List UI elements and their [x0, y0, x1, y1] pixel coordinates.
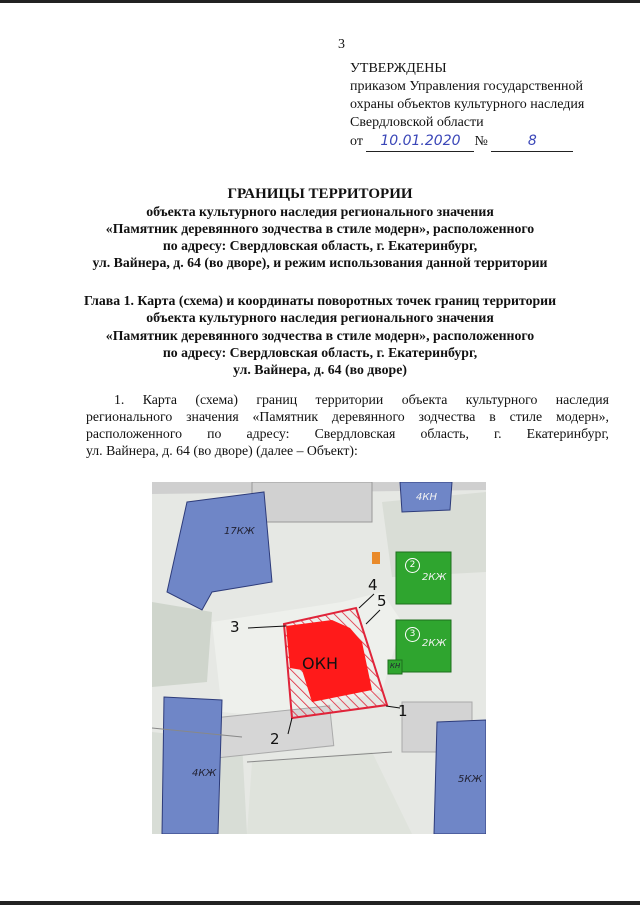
building-grey-north	[252, 482, 372, 522]
point-2: 2	[270, 730, 280, 748]
title-line-1: ГРАНИЦЫ ТЕРРИТОРИИ	[227, 186, 413, 202]
paragraph-line-4: ул. Вайнера, д. 64 (во дворе) (далее – Объект):	[86, 443, 358, 458]
handwritten-number: 8	[527, 133, 537, 149]
paragraph-line-1: 1. Карта (схема) границ территории объекта культурного наследия	[114, 392, 609, 407]
chapter-line-1: Глава 1. Карта (схема) и координаты поворотных точек границ территории	[83, 293, 557, 308]
date-prefix: от	[350, 134, 363, 149]
label-2kzh-a: 2КЖ	[422, 572, 447, 583]
chapter-line-5: ул. Вайнера, д. 64 (во дворе)	[233, 362, 407, 378]
green-area-west	[152, 602, 212, 687]
scan-edge-bottom	[0, 901, 640, 905]
number-prefix: №	[474, 134, 488, 149]
approval-line-1: УТВЕРЖДЕНЫ	[350, 61, 447, 76]
label-4kzh: 4КЖ	[192, 768, 217, 779]
title-line-2: объекта культурного наследия регионального значения	[146, 204, 494, 219]
document-title	[40, 186, 600, 271]
point-4: 4	[368, 576, 378, 594]
paragraph-line-3: расположенного по адресу: Свердловская область, г. Екатеринбург,	[86, 426, 609, 441]
label-17kzh: 17КЖ	[224, 526, 255, 537]
okn-label: ОКН	[302, 654, 338, 673]
approval-date-line	[350, 132, 584, 152]
approval-block	[350, 60, 584, 152]
small-structure-orange	[372, 552, 380, 564]
chapter-line-3: «Памятник деревянного зодчества в стиле модерн», расположенного	[105, 327, 535, 343]
paragraph-line-2: регионального значения «Памятник деревянного зодчества в стиле модерн»,	[86, 409, 609, 424]
label-4kn: 4КН	[416, 492, 437, 503]
approval-line-2: приказом Управления государственной	[350, 79, 584, 94]
approval-line-3: охраны объектов культурного наследия	[350, 97, 585, 112]
title-line-5: ул. Вайнера, д. 64 (во дворе), и режим использования данной территории	[92, 255, 548, 270]
territory-map	[152, 482, 486, 834]
date-field	[366, 132, 474, 152]
page-number: 3	[338, 37, 345, 52]
label-2kzh-b: 2КЖ	[422, 638, 447, 649]
chapter-heading	[40, 292, 600, 378]
chapter-line-4: по адресу: Свердловская область, г. Екатеринбург,	[162, 344, 478, 360]
point-5: 5	[377, 592, 387, 610]
point-3: 3	[230, 618, 240, 636]
chapter-line-2: объекта культурного наследия регионального значения	[146, 310, 494, 326]
point-1: 1	[398, 702, 408, 720]
label-kn: КН	[390, 662, 401, 670]
approval-line-4: Свердловской области	[350, 115, 484, 130]
handwritten-date: 10.01.2020	[380, 133, 461, 149]
building-4kzh	[162, 697, 222, 834]
label-5kzh: 5КЖ	[458, 774, 483, 785]
scan-edge-top	[0, 0, 640, 3]
number-field	[491, 132, 573, 152]
circle-marker-2: 2	[405, 558, 420, 573]
circle-marker-3: 3	[405, 627, 420, 642]
paragraph-1	[86, 391, 609, 459]
title-line-3: «Памятник деревянного зодчества в стиле модерн», расположенного	[105, 221, 535, 236]
title-line-4: по адресу: Свердловская область, г. Екатеринбург,	[162, 238, 478, 253]
